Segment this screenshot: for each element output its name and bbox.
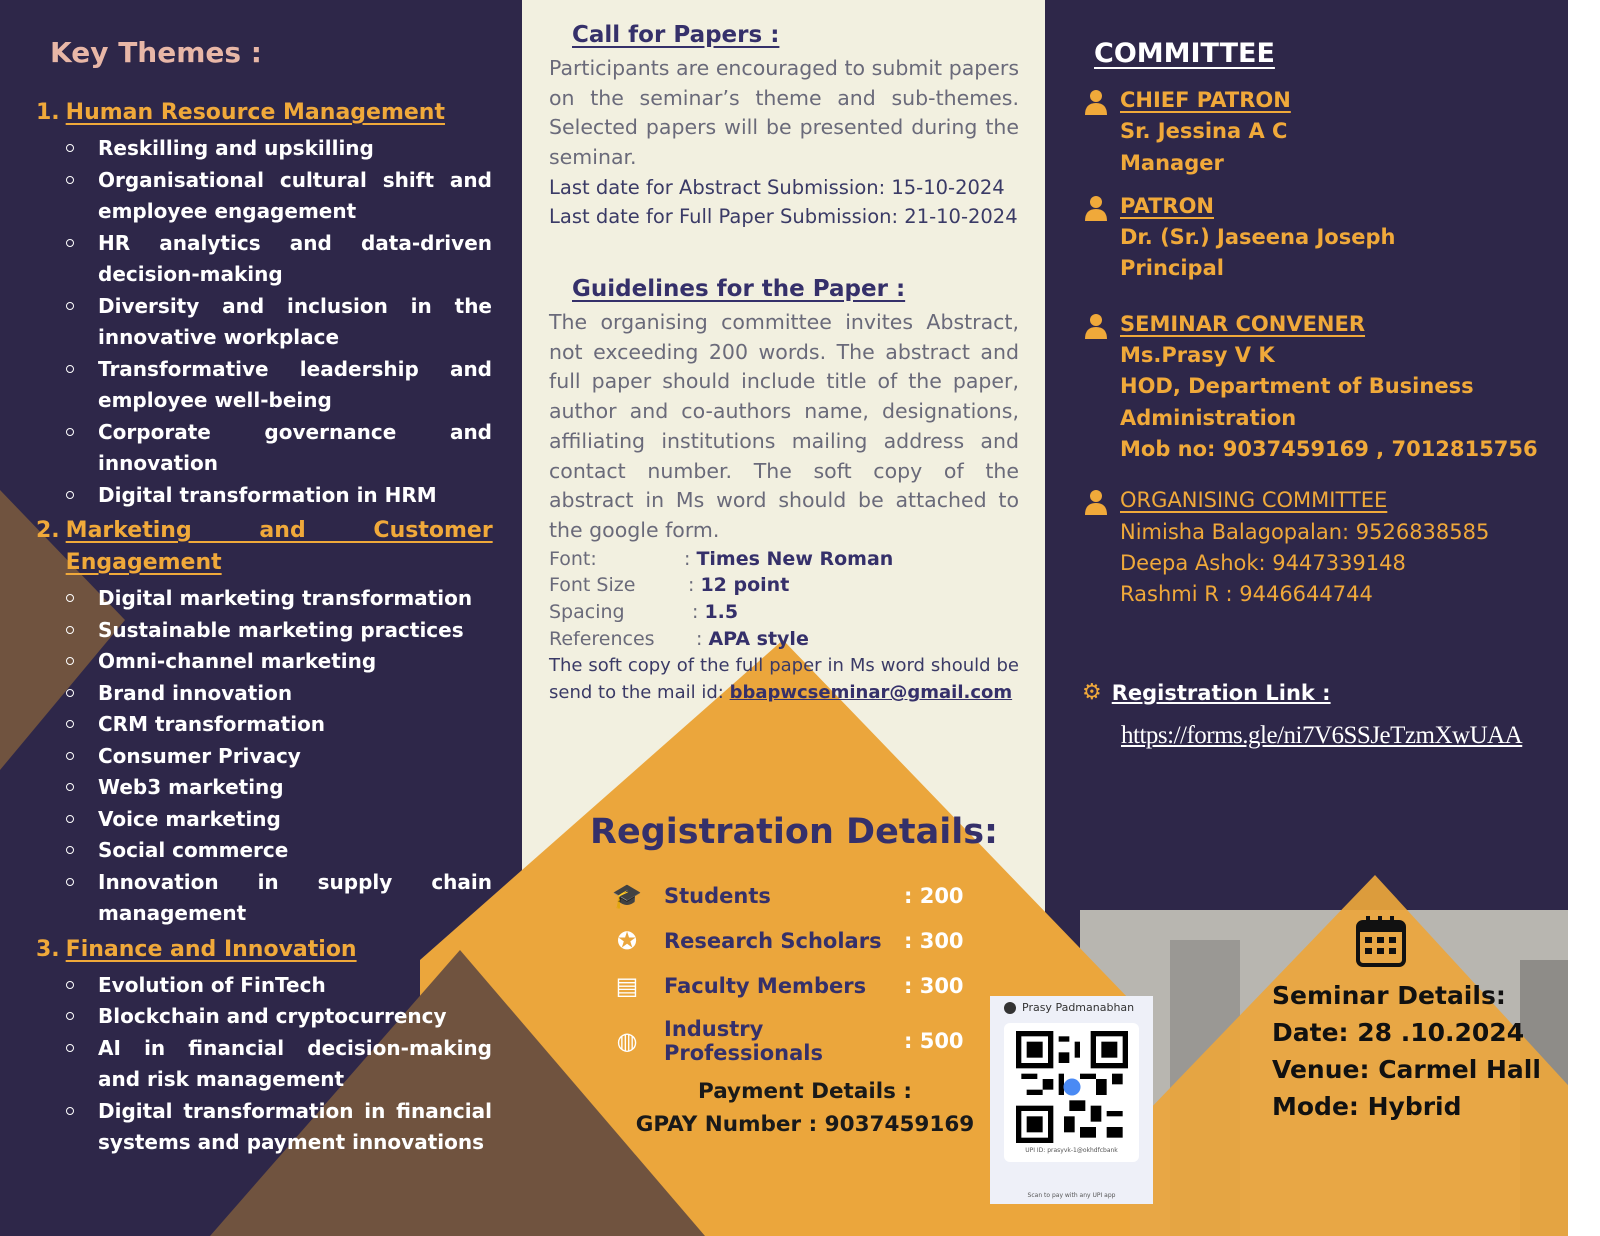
- fee-row: [605, 972, 965, 1000]
- theme-item: Transformative leadership and employee well-being: [62, 354, 492, 417]
- badge-icon: ✪: [616, 927, 638, 955]
- spec-label: References: [549, 627, 655, 650]
- mail-instruction: [549, 652, 1019, 706]
- theme-section-heading: [36, 934, 528, 966]
- calendar-icon: [1356, 915, 1406, 971]
- role-line: Rashmi R : 9446644744: [1120, 582, 1373, 607]
- seminar-date: Date: 28 .10.2024: [1272, 1018, 1525, 1047]
- theme-item: Social commerce: [62, 835, 492, 867]
- fee-row: [605, 1017, 965, 1065]
- person-icon: [1084, 89, 1108, 115]
- theme-section-heading: [36, 97, 528, 129]
- committee-role: [1084, 191, 1600, 285]
- theme-item: Digital transformation in HRM: [62, 480, 492, 512]
- committee-roles: [1084, 85, 1600, 622]
- role-line: Ms.Prasy V K: [1120, 343, 1275, 368]
- fee-label: Faculty Members: [664, 974, 867, 998]
- section-number: 2.: [36, 518, 60, 543]
- role-heading: CHIEF PATRON: [1120, 88, 1291, 112]
- role-line: Manager: [1120, 150, 1224, 175]
- section-title: Marketing and Customer Engagement: [65, 518, 493, 575]
- registration-link-label-row: [1082, 680, 1331, 705]
- abstract-deadline: Last date for Abstract Submission: 15-10-2024: [549, 175, 1005, 199]
- registration-link[interactable]: https://forms.gle/ni7V6SSJeTzmXwUAA: [1121, 722, 1523, 749]
- theme-item: Sustainable marketing practices: [62, 615, 492, 647]
- theme-item: Digital marketing transformation: [62, 583, 492, 615]
- section-number: 1.: [36, 100, 60, 125]
- spec-value: Times New Roman: [696, 547, 894, 570]
- call-for-papers-title: Call for Papers :: [572, 22, 780, 48]
- role-line: HOD, Department of Business Administration: [1120, 374, 1474, 430]
- spec-value: APA style: [708, 627, 809, 650]
- graduation-cap-icon: 🎓: [612, 882, 642, 910]
- seminar-details: [1272, 977, 1541, 1125]
- fee-row: [605, 882, 965, 910]
- theme-item: Digital transformation in financial systems and payment innovations: [62, 1096, 492, 1159]
- registration-title: Registration Details:: [590, 812, 999, 852]
- email-link[interactable]: bbapwcseminar@gmail.com: [729, 682, 1013, 704]
- qr-note: Scan to pay with any UPI app: [1027, 1192, 1116, 1199]
- theme-item: CRM transformation: [62, 709, 492, 741]
- mail-text: The soft copy of the full paper in Ms word should be send to the mail id:: [549, 655, 1019, 704]
- theme-item: HR analytics and data-driven decision-making: [62, 228, 492, 291]
- committee-role: [1084, 309, 1600, 465]
- registration-link-label: Registration Link :: [1111, 680, 1331, 705]
- theme-item: Voice marketing: [62, 804, 492, 836]
- role-line: Sr. Jessina A C: [1120, 119, 1288, 144]
- spec-label: Font Size: [549, 574, 636, 597]
- teacher-icon: ▤: [615, 972, 639, 1000]
- spec-label: Font:: [549, 547, 597, 570]
- section-title: Finance and Innovation: [65, 936, 357, 962]
- spec-row: Font Size : 12 point: [549, 572, 1019, 599]
- theme-items: [62, 133, 492, 511]
- call-for-papers-text: Participants are encouraged to submit papers on the seminar’s theme and sub-themes. Selected papers will be presented during the seminar.: [549, 56, 1019, 170]
- fee-value: : 500: [904, 1029, 964, 1053]
- theme-section-heading: [36, 515, 528, 579]
- guidelines-text: The organising committee invites Abstract, not exceeding 200 words. The abstract and full paper should include title of the paper, author and co-authors name, designations, affiliating institutions mailing address and contact number. The soft copy of the abstract in Ms word should be attached to the google form.: [549, 310, 1019, 542]
- globe-icon: ◍: [616, 1027, 638, 1055]
- role-line: Principal: [1120, 256, 1224, 281]
- payment-details: [620, 1075, 990, 1141]
- fee-value: : 200: [904, 884, 964, 908]
- fee-label: Students: [664, 884, 771, 908]
- role-line: Deepa Ashok: 9447339148: [1120, 550, 1406, 575]
- spec-row: Font: : Times New Roman: [549, 546, 1019, 573]
- theme-item: Organisational cultural shift and employee engagement: [62, 165, 492, 228]
- section-title: Human Resource Management: [65, 100, 445, 125]
- theme-item: Diversity and inclusion in the innovative workplace: [62, 291, 492, 354]
- guidelines: [549, 276, 1019, 706]
- format-specs: [549, 546, 1019, 653]
- qr-code: [1004, 1023, 1139, 1162]
- role-heading: SEMINAR CONVENER: [1120, 311, 1366, 336]
- fee-value: : 300: [904, 974, 964, 998]
- qr-payee-name: Prasy Padmanabhan: [1022, 1001, 1135, 1014]
- theme-item: AI in financial decision-making and risk management: [62, 1033, 492, 1096]
- spec-row: Spacing : 1.5: [549, 599, 1019, 626]
- key-themes-list: [0, 97, 528, 1163]
- theme-item: Reskilling and upskilling: [62, 133, 492, 165]
- upi-id: UPI ID: prasyvk-1@okhdfcbank: [1025, 1147, 1118, 1154]
- theme-item: Consumer Privacy: [62, 741, 492, 773]
- person-icon: [1084, 195, 1108, 221]
- theme-items: [62, 583, 492, 930]
- seminar-venue: Venue: Carmel Hall: [1272, 1055, 1541, 1084]
- role-line: Dr. (Sr.) Jaseena Joseph: [1120, 225, 1396, 250]
- theme-item: Omni-channel marketing: [62, 646, 492, 678]
- spec-value: 12 point: [700, 574, 790, 597]
- key-themes-title: Key Themes :: [50, 36, 262, 69]
- qr-code-icon: [1016, 1031, 1128, 1143]
- full-paper-deadline: Last date for Full Paper Submission: 21-10-2024: [549, 205, 1018, 229]
- call-for-papers: [549, 22, 1019, 232]
- guidelines-title: Guidelines for the Paper :: [572, 276, 906, 302]
- theme-items: [62, 970, 492, 1159]
- seminar-mode: Mode: Hybrid: [1272, 1092, 1462, 1121]
- payment-qr-card: [990, 996, 1153, 1204]
- spec-label: Spacing: [549, 601, 625, 624]
- person-icon: [1084, 489, 1108, 515]
- theme-item: Evolution of FinTech: [62, 970, 492, 1002]
- section-number: 3.: [36, 936, 60, 962]
- fee-label: Research Scholars: [664, 929, 882, 953]
- fee-label: Industry Professionals: [664, 1017, 823, 1065]
- fee-row: [605, 927, 965, 955]
- role-line: Mob no: 9037459169 , 7012815756: [1120, 436, 1538, 461]
- person-icon: [1084, 313, 1108, 339]
- role-heading: PATRON: [1120, 193, 1215, 218]
- committee-title: COMMITTEE: [1094, 38, 1275, 69]
- role-heading: ORGANISING COMMITTEE: [1120, 488, 1388, 513]
- theme-item: Web3 marketing: [62, 772, 492, 804]
- theme-item: Corporate governance and innovation: [62, 417, 492, 480]
- spec-value: 1.5: [704, 601, 739, 624]
- committee-role: [1084, 85, 1600, 179]
- fee-value: : 300: [904, 929, 964, 953]
- gpay-number: GPAY Number : 9037459169: [635, 1112, 975, 1137]
- spec-row: References : APA style: [549, 626, 1019, 653]
- theme-item: Blockchain and cryptocurrency: [62, 1001, 492, 1033]
- role-line: Nimisha Balagopalan: 9526838585: [1120, 519, 1490, 544]
- theme-item: Brand innovation: [62, 678, 492, 710]
- avatar: [1004, 1002, 1016, 1014]
- gears-icon: ⚙: [1082, 680, 1102, 705]
- committee-role: [1084, 485, 1600, 610]
- payment-title: Payment Details :: [698, 1079, 912, 1104]
- seminar-title: Seminar Details:: [1272, 981, 1506, 1010]
- theme-item: Innovation in supply chain management: [62, 867, 492, 930]
